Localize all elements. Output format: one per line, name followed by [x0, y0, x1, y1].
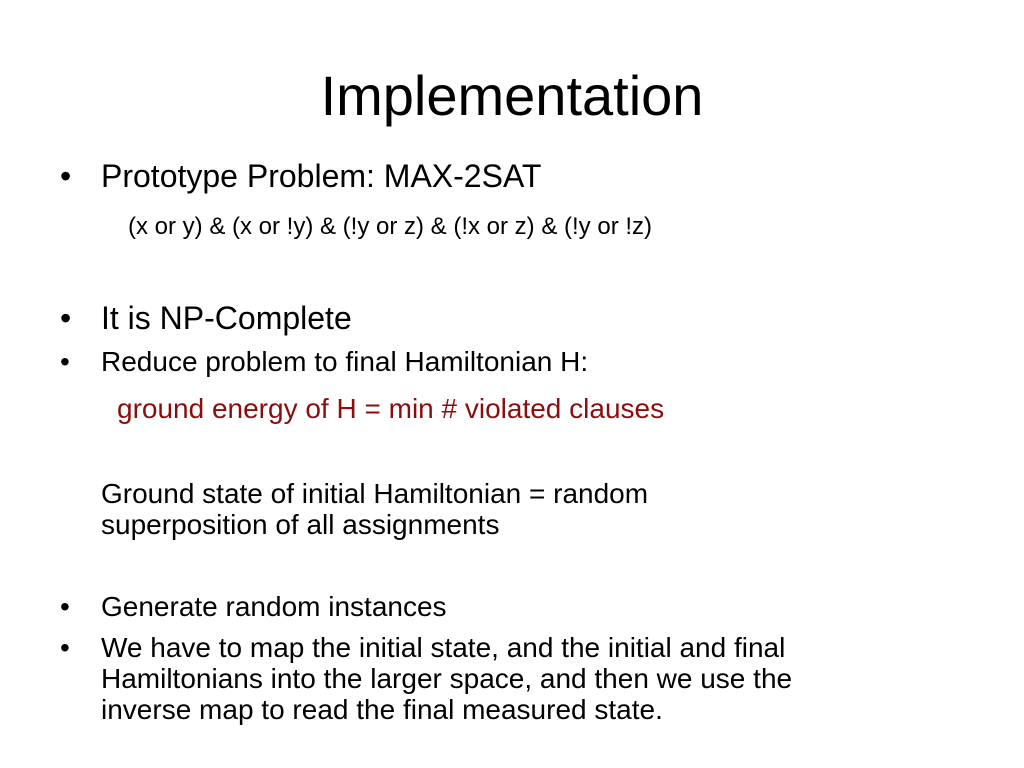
bullet-icon: • [60, 300, 72, 336]
ground-state-line-2: superposition of all assignments [101, 509, 500, 540]
bullet-icon: • [60, 591, 70, 622]
bullet-icon: • [60, 158, 72, 194]
bullet-generate-instances: Generate random instances [101, 591, 447, 622]
max2sat-formula: (x or y) & (x or !y) & (!y or z) & (!x or z) & (!y or !z) [128, 213, 653, 240]
bullet-reduce-problem: Reduce problem to final Hamiltonian H: [101, 346, 589, 377]
slide-title: Implementation [320, 64, 704, 127]
ground-state-line-1: Ground state of initial Hamiltonian = random [101, 478, 649, 509]
map-line-2: Hamiltonians into the larger space, and then we use the [101, 663, 793, 694]
bullet-map-paragraph [101, 632, 971, 725]
map-line-3: inverse map to read the final measured state. [101, 694, 663, 725]
bullet-icon: • [60, 632, 70, 663]
bullet-icon: • [60, 346, 70, 377]
ground-energy-statement: ground energy of H = min # violated clauses [117, 393, 665, 424]
bullet-prototype-problem: Prototype Problem: MAX-2SAT [101, 158, 542, 194]
ground-state-paragraph [101, 478, 971, 540]
map-line-1: We have to map the initial state, and the initial and final [101, 632, 786, 663]
bullet-np-complete: It is NP-Complete [101, 300, 352, 336]
